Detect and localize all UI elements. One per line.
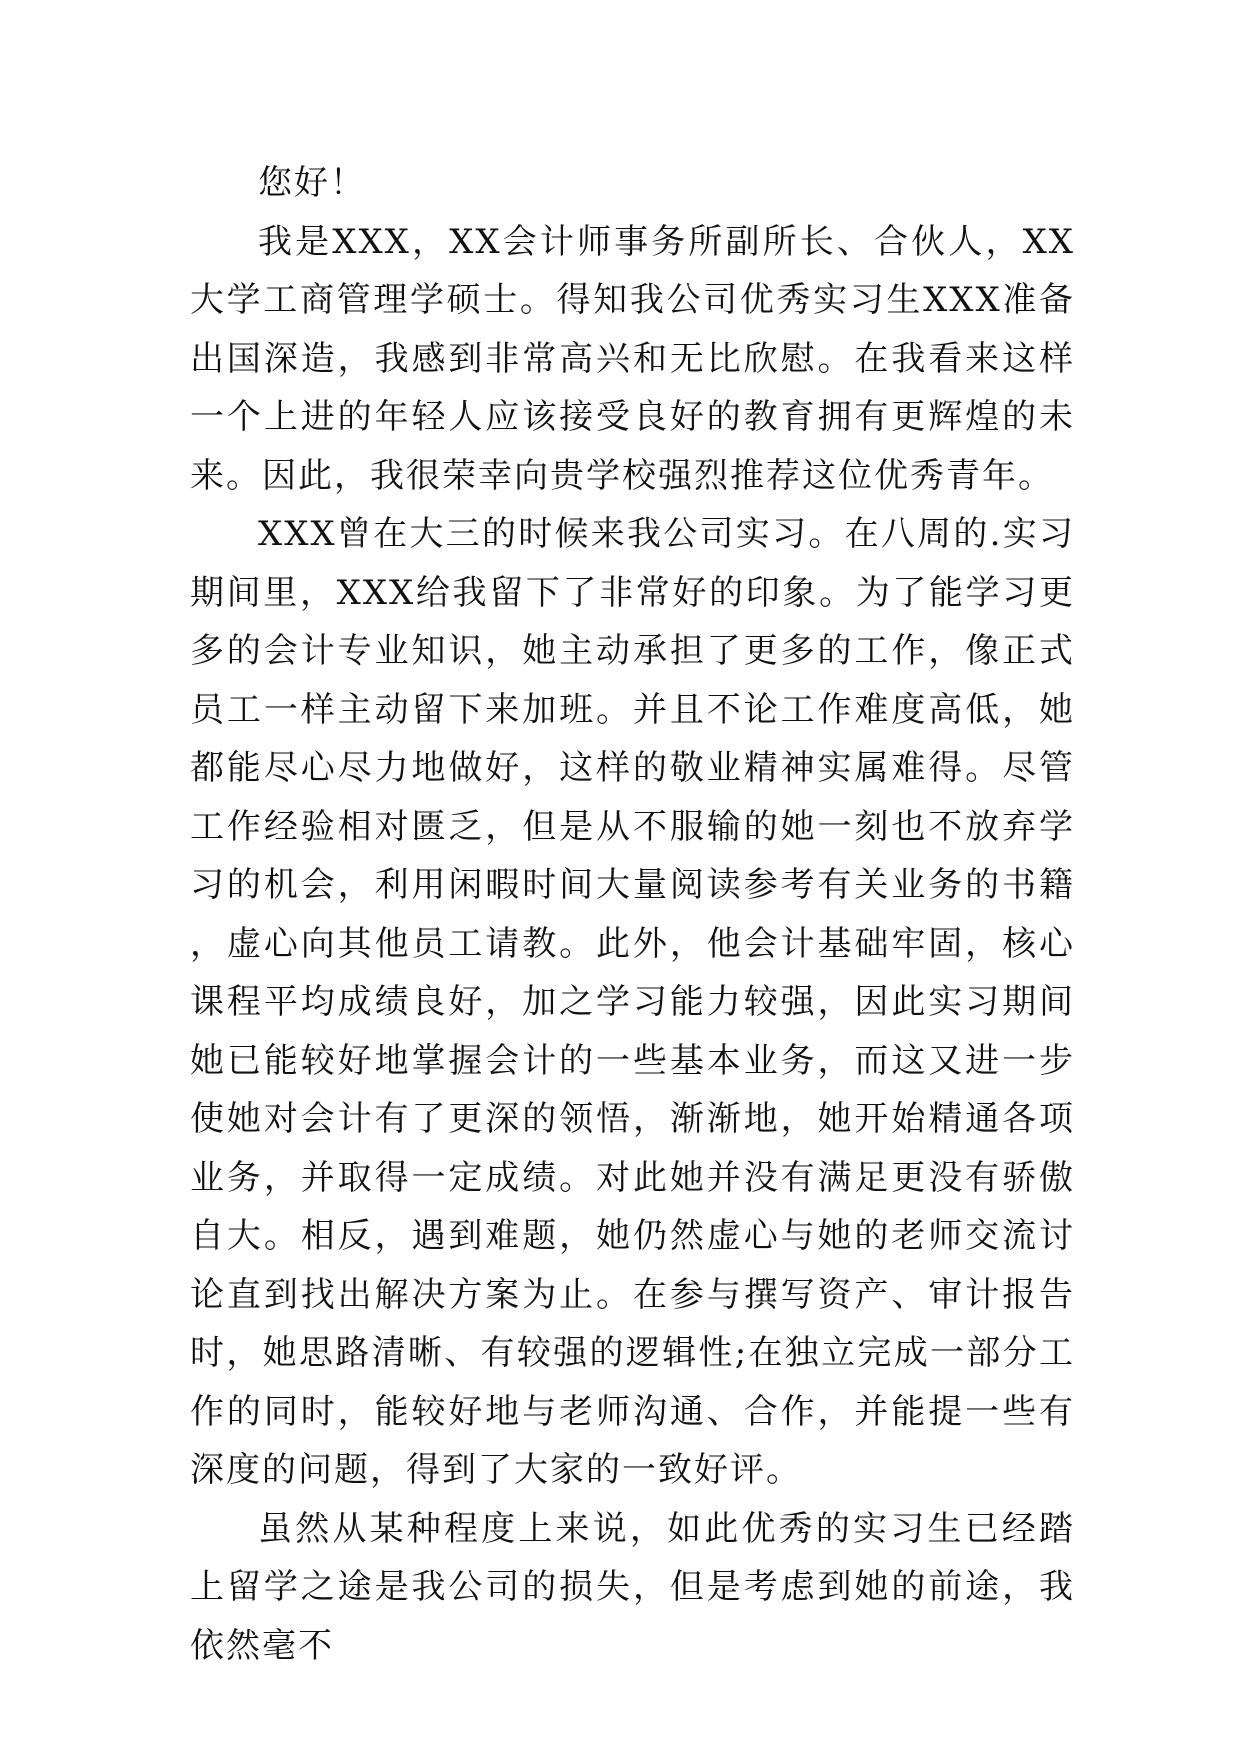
paragraph-introduction: 我是XXX，XX会计师事务所副所长、合伙人，XX大学工商管理学硕士。得知我公司优秀实习生XXX准备出国深造，我感到非常高兴和无比欣慰。在我看来这样一个上进的年轻人应该接受良好的教育拥有更辉煌的未来。因此，我很荣幸向贵学校强烈推荐这位优秀青年。 (190, 221, 1075, 496)
paragraph-closing: 虽然从某种程度上来说，如此优秀的实习生已经踏上留学之途是我公司的损失，但是考虑到她的前途，我依然毫不 (190, 1508, 1075, 1666)
paragraph-internship-performance: XXX曾在大三的时候来我公司实习。在八周的.实习期间里，XXX给我留下了非常好的印象。为了能学习更多的会计专业知识，她主动承担了更多的工作，像正式员工一样主动留下来加班。并且不论工作难度高低，她都能尽心尽力地做好，这样的敬业精神实属难得。尽管工作经验相对匮乏，但是从不服输的她一刻也不放弃学习的机会，利用闲暇时间大量阅读参考有关业务的书籍，虚心向其他员工请教。此外，他会计基础牢固，核心课程平均成绩良好，加之学习能力较强，因此实习期间她已能较好地掌握会计的一些基本业务，而这又进一步使她对会计有了更深的领悟，渐渐地，她开始精通各项业务，并取得一定成绩。对此她并没有满足更没有骄傲自大。相反，遇到难题，她仍然虚心与她的老师交流讨论直到找出解决方案为止。在参与撰写资产、审计报告时，她思路清晰、有较强的逻辑性;在独立完成一部分工作的同时，能较好地与老师沟通、合作，并能提一些有深度的问题，得到了大家的一致好评。 (190, 514, 1075, 1490)
letter-body (190, 154, 1075, 1675)
letter-greeting: 您好！ (258, 163, 366, 203)
